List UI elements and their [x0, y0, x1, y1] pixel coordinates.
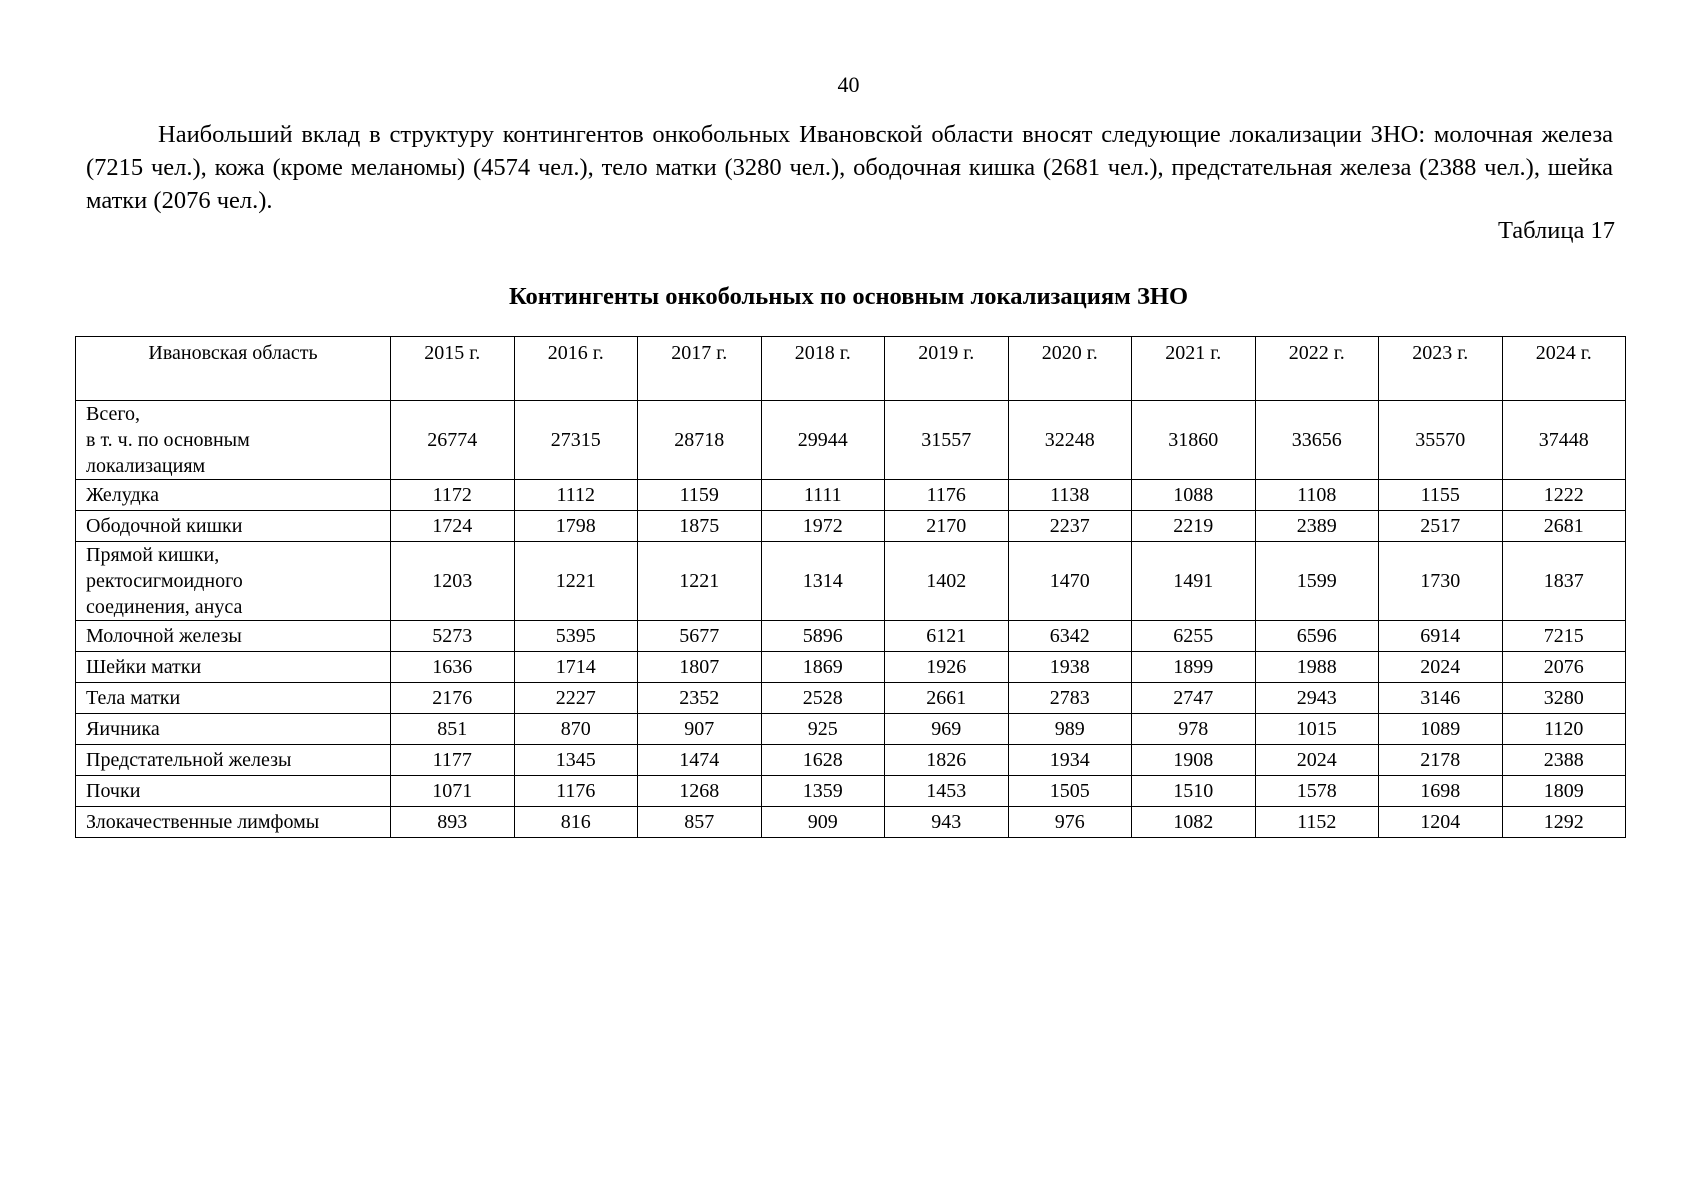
- value-cell: 1899: [1132, 652, 1256, 683]
- row-label-line: Почки: [86, 780, 141, 802]
- value-cell: 1698: [1379, 776, 1503, 807]
- row-label-line: Предстательной железы: [86, 749, 292, 771]
- value-cell: 1221: [638, 542, 762, 621]
- table-row: [76, 683, 1626, 714]
- value-cell: 1082: [1132, 807, 1256, 838]
- header-cell-year: 2019 г.: [885, 337, 1009, 401]
- value-cell: 1714: [514, 652, 638, 683]
- row-label-line: Желудка: [86, 484, 159, 506]
- table-header-row: [76, 337, 1626, 401]
- row-label-line: Яичника: [86, 718, 160, 740]
- value-cell: 31860: [1132, 401, 1256, 480]
- value-cell: 1112: [514, 480, 638, 511]
- value-cell: 1807: [638, 652, 762, 683]
- value-cell: 2219: [1132, 511, 1256, 542]
- value-cell: 1926: [885, 652, 1009, 683]
- value-cell: 1359: [761, 776, 885, 807]
- value-cell: 1510: [1132, 776, 1256, 807]
- header-cell-year: 2016 г.: [514, 337, 638, 401]
- header-cell-year: 2017 г.: [638, 337, 762, 401]
- header-cell-year: 2022 г.: [1255, 337, 1379, 401]
- value-cell: 31557: [885, 401, 1009, 480]
- value-cell: 1470: [1008, 542, 1132, 621]
- value-cell: 851: [391, 714, 515, 745]
- value-cell: 1203: [391, 542, 515, 621]
- value-cell: 2661: [885, 683, 1009, 714]
- value-cell: 1204: [1379, 807, 1503, 838]
- value-cell: 2352: [638, 683, 762, 714]
- value-cell: 1826: [885, 745, 1009, 776]
- value-cell: 989: [1008, 714, 1132, 745]
- value-cell: 969: [885, 714, 1009, 745]
- table-row: [76, 401, 1626, 480]
- value-cell: 1875: [638, 511, 762, 542]
- value-cell: 943: [885, 807, 1009, 838]
- row-label-line: Шейки матки: [86, 656, 202, 678]
- value-cell: 2076: [1502, 652, 1626, 683]
- value-cell: 870: [514, 714, 638, 745]
- row-label-cell: [76, 683, 391, 714]
- table-body: [76, 401, 1626, 838]
- value-cell: 907: [638, 714, 762, 745]
- value-cell: 1089: [1379, 714, 1503, 745]
- value-cell: 2517: [1379, 511, 1503, 542]
- value-cell: 26774: [391, 401, 515, 480]
- value-cell: 1869: [761, 652, 885, 683]
- value-cell: 816: [514, 807, 638, 838]
- value-cell: 1934: [1008, 745, 1132, 776]
- value-cell: 2389: [1255, 511, 1379, 542]
- header-cell-region: Ивановская область: [76, 337, 391, 401]
- value-cell: 1938: [1008, 652, 1132, 683]
- value-cell: 1222: [1502, 480, 1626, 511]
- row-label-line: ректосигмоидного: [86, 570, 243, 592]
- table-row: [76, 745, 1626, 776]
- value-cell: 1908: [1132, 745, 1256, 776]
- value-cell: 5395: [514, 621, 638, 652]
- header-cell-year: 2023 г.: [1379, 337, 1503, 401]
- value-cell: 1345: [514, 745, 638, 776]
- value-cell: 6596: [1255, 621, 1379, 652]
- value-cell: 1837: [1502, 542, 1626, 621]
- value-cell: 1314: [761, 542, 885, 621]
- value-cell: 1176: [885, 480, 1009, 511]
- value-cell: 1172: [391, 480, 515, 511]
- value-cell: 893: [391, 807, 515, 838]
- header-cell-year: 2021 г.: [1132, 337, 1256, 401]
- value-cell: 5896: [761, 621, 885, 652]
- value-cell: 28718: [638, 401, 762, 480]
- value-cell: 1402: [885, 542, 1009, 621]
- value-cell: 1988: [1255, 652, 1379, 683]
- value-cell: 2178: [1379, 745, 1503, 776]
- row-label-line: Прямой кишки,: [86, 544, 220, 566]
- row-label-line: Всего,: [86, 403, 141, 425]
- value-cell: 29944: [761, 401, 885, 480]
- value-cell: 1159: [638, 480, 762, 511]
- value-cell: 1453: [885, 776, 1009, 807]
- value-cell: 1088: [1132, 480, 1256, 511]
- table-row: [76, 776, 1626, 807]
- table-row: [76, 652, 1626, 683]
- table-row: [76, 542, 1626, 621]
- value-cell: 33656: [1255, 401, 1379, 480]
- page-number: 40: [837, 72, 860, 97]
- value-cell: 5677: [638, 621, 762, 652]
- row-label-line: Молочной железы: [86, 625, 242, 647]
- value-cell: 1599: [1255, 542, 1379, 621]
- value-cell: 2227: [514, 683, 638, 714]
- value-cell: 1120: [1502, 714, 1626, 745]
- value-cell: 2024: [1255, 745, 1379, 776]
- value-cell: 1474: [638, 745, 762, 776]
- value-cell: 1152: [1255, 807, 1379, 838]
- row-label-cell: [76, 745, 391, 776]
- value-cell: 37448: [1502, 401, 1626, 480]
- value-cell: 2237: [1008, 511, 1132, 542]
- value-cell: 1155: [1379, 480, 1503, 511]
- value-cell: 1972: [761, 511, 885, 542]
- value-cell: 3146: [1379, 683, 1503, 714]
- row-label-cell: [76, 776, 391, 807]
- value-cell: 2783: [1008, 683, 1132, 714]
- row-label-line: в т. ч. по основным: [86, 429, 250, 451]
- row-label-cell: [76, 542, 391, 621]
- row-label-line: Тела матки: [86, 687, 181, 709]
- header-cell-year: 2018 г.: [761, 337, 885, 401]
- value-cell: 1578: [1255, 776, 1379, 807]
- value-cell: 1177: [391, 745, 515, 776]
- value-cell: 1015: [1255, 714, 1379, 745]
- row-label-cell: [76, 652, 391, 683]
- value-cell: 1176: [514, 776, 638, 807]
- value-cell: 925: [761, 714, 885, 745]
- value-cell: 2388: [1502, 745, 1626, 776]
- value-cell: 1798: [514, 511, 638, 542]
- value-cell: 5273: [391, 621, 515, 652]
- row-label-cell: [76, 714, 391, 745]
- value-cell: 35570: [1379, 401, 1503, 480]
- value-cell: 1221: [514, 542, 638, 621]
- header-cell-year: 2024 г.: [1502, 337, 1626, 401]
- value-cell: 6914: [1379, 621, 1503, 652]
- row-label-cell: [76, 480, 391, 511]
- row-label-cell: [76, 401, 391, 480]
- value-cell: 2176: [391, 683, 515, 714]
- row-label-cell: [76, 807, 391, 838]
- value-cell: 3280: [1502, 683, 1626, 714]
- value-cell: 2024: [1379, 652, 1503, 683]
- header-cell-year: 2015 г.: [391, 337, 515, 401]
- contingents-table: [75, 336, 1626, 838]
- value-cell: 2170: [885, 511, 1009, 542]
- value-cell: 6255: [1132, 621, 1256, 652]
- value-cell: 857: [638, 807, 762, 838]
- row-label-line: соединения, ануса: [86, 596, 243, 618]
- value-cell: 1138: [1008, 480, 1132, 511]
- table-title: Контингенты онкобольных по основным локализациям ЗНО: [508, 283, 1188, 310]
- value-cell: 978: [1132, 714, 1256, 745]
- value-cell: 1628: [761, 745, 885, 776]
- table-row: [76, 714, 1626, 745]
- value-cell: 1071: [391, 776, 515, 807]
- value-cell: 1505: [1008, 776, 1132, 807]
- value-cell: 2943: [1255, 683, 1379, 714]
- table-row: [76, 807, 1626, 838]
- row-label-line: Ободочной кишки: [86, 515, 243, 537]
- header-cell-year: 2020 г.: [1008, 337, 1132, 401]
- value-cell: 1292: [1502, 807, 1626, 838]
- row-label-cell: [76, 511, 391, 542]
- value-cell: 6121: [885, 621, 1009, 652]
- value-cell: 1636: [391, 652, 515, 683]
- value-cell: 6342: [1008, 621, 1132, 652]
- value-cell: 2681: [1502, 511, 1626, 542]
- value-cell: 2747: [1132, 683, 1256, 714]
- row-label-cell: [76, 621, 391, 652]
- value-cell: 1809: [1502, 776, 1626, 807]
- table-row: [76, 480, 1626, 511]
- value-cell: 1730: [1379, 542, 1503, 621]
- row-label-line: локализациям: [86, 455, 206, 477]
- value-cell: 909: [761, 807, 885, 838]
- value-cell: 976: [1008, 807, 1132, 838]
- value-cell: 1491: [1132, 542, 1256, 621]
- intro-paragraph: Наибольший вклад в структуру контингентов онкобольных Ивановской области вносят следующие локализации ЗНО: молочная железа (7215 чел.), кожа (кроме меланомы) (4574 чел.), тело матки (3280 чел.), ободочная кишка (2681 чел.), предстательная железа (2388 чел.), шейка матки (2076 чел.).: [86, 121, 1613, 214]
- value-cell: 1268: [638, 776, 762, 807]
- table-row: [76, 511, 1626, 542]
- value-cell: 27315: [514, 401, 638, 480]
- value-cell: 2528: [761, 683, 885, 714]
- value-cell: 1724: [391, 511, 515, 542]
- value-cell: 1108: [1255, 480, 1379, 511]
- table-row: [76, 621, 1626, 652]
- value-cell: 1111: [761, 480, 885, 511]
- value-cell: 32248: [1008, 401, 1132, 480]
- value-cell: 7215: [1502, 621, 1626, 652]
- table-label: Таблица 17: [1497, 217, 1615, 244]
- row-label-line: Злокачественные лимфомы: [86, 811, 320, 833]
